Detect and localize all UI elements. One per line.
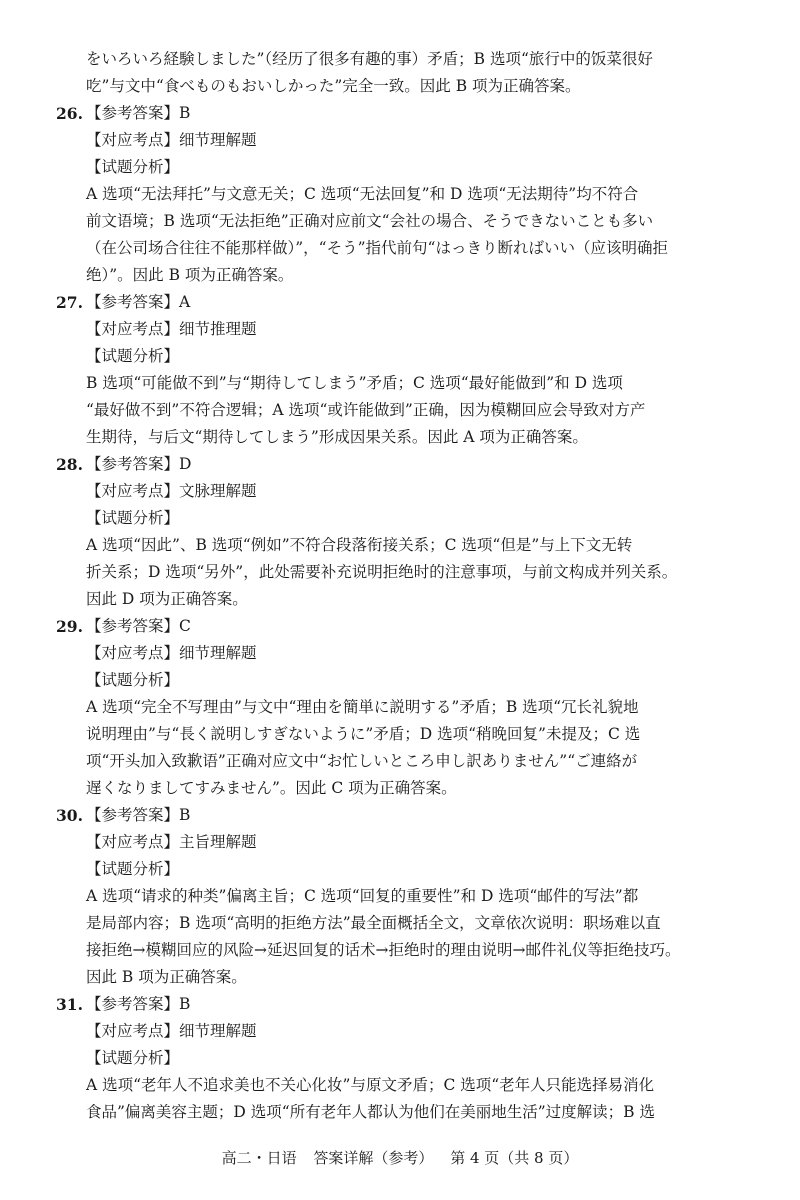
- analysis-line: 说明理由”与“長く説明しすぎないように”矛盾；D 选项“稍晚回复”未提及；C 选: [86, 725, 641, 743]
- analysis-line: （在公司场合往往不能那样做）”，“そう”指代前句“はっきり断ればいい（应该明确拒: [86, 239, 668, 257]
- analysis-line: 遅くなりましてすみません”。因此 C 项为正确答案。: [86, 779, 457, 797]
- answer-label: 【参考答案】B: [86, 104, 191, 122]
- question-item-26: [56, 100, 746, 289]
- analysis-line: 因此 D 项为正确答案。: [86, 590, 248, 608]
- analysis-line: A 选项“因此”、B 选项“例如”不符合段落衔接关系；C 选项“但是”与上下文无转: [86, 536, 633, 554]
- analysis-line: 项“开头加入致歉语”正确对应文中“お忙しいところ申し訳ありません”“ご連絡が: [86, 752, 638, 770]
- analysis-line: 因此 B 项为正确答案。: [86, 968, 247, 986]
- footer-doc-title: 答案详解（参考）: [313, 1149, 434, 1167]
- footer-course: 高二・日语: [221, 1149, 297, 1167]
- exam-point: 【对应考点】细节理解题: [86, 1022, 257, 1040]
- analysis-line: 折关系；D 选项“另外”，此处需要补充说明拒绝时的注意事项，与前文构成并列关系。: [86, 563, 678, 581]
- intro-line: をいろいろ経験しました”（经历了很多有趣的事）矛盾；B 选项“旅行中的饭菜很好: [86, 50, 653, 68]
- question-item-31: [56, 991, 746, 1126]
- analysis-line: A 选项“完全不写理由”与文中“理由を簡単に説明する”矛盾；B 选项“冗长礼貌地: [86, 698, 639, 716]
- answer-label: 【参考答案】C: [86, 617, 191, 635]
- analysis-line: 是局部内容；B 选项“高明的拒绝方法”最全面概括全文，文章依次说明：职场难以直: [86, 914, 661, 932]
- answer-label: 【参考答案】D: [86, 455, 192, 473]
- question-item-27: [56, 289, 746, 451]
- question-item-30: [56, 802, 746, 991]
- answer-label: 【参考答案】B: [86, 995, 191, 1013]
- page-content: [56, 46, 746, 1126]
- analysis-line: “最好做不到”不符合逻辑；A 选项“或许能做到”正确，因为模糊回应会导致对方产: [86, 401, 646, 419]
- analysis-heading: 【试题分析】: [86, 347, 180, 365]
- question-number: 26.: [56, 104, 83, 123]
- footer-page-number: 第 4 页（共 8 页）: [450, 1149, 579, 1167]
- page-footer: [0, 1147, 800, 1169]
- analysis-heading: 【试题分析】: [86, 860, 180, 878]
- exam-point: 【对应考点】文脉理解题: [86, 482, 257, 500]
- exam-point: 【对应考点】细节理解题: [86, 131, 257, 149]
- intro-line: 吃”与文中“食べものもおいしかった”完全一致。因此 B 项为正确答案。: [86, 77, 581, 95]
- exam-point: 【对应考点】细节理解题: [86, 644, 257, 662]
- question-number: 31.: [56, 995, 83, 1014]
- answer-label: 【参考答案】A: [86, 293, 191, 311]
- analysis-line: A 选项“请求的种类”偏离主旨；C 选项“回复的重要性”和 D 选项“邮件的写法”都: [86, 887, 639, 905]
- analysis-line: 生期待，与后文“期待してしまう”形成因果关系。因此 A 项为正确答案。: [86, 428, 588, 446]
- question-item-28: [56, 451, 746, 613]
- analysis-heading: 【试题分析】: [86, 509, 180, 527]
- analysis-heading: 【试题分析】: [86, 671, 180, 689]
- question-number: 30.: [56, 806, 83, 825]
- analysis-line: 绝）”。因此 B 项为正确答案。: [86, 266, 294, 284]
- exam-point: 【对应考点】细节推理题: [86, 320, 257, 338]
- question-item-29: [56, 613, 746, 802]
- question-number: 27.: [56, 293, 83, 312]
- question-number: 29.: [56, 617, 83, 636]
- intro-paragraph: [56, 46, 746, 100]
- analysis-line: 接拒绝→模糊回应的风险→延迟回复的话术→拒绝时的理由说明→邮件礼仪等拒绝技巧。: [86, 941, 681, 959]
- question-number: 28.: [56, 455, 83, 474]
- analysis-line: A 选项“老年人不追求美也不关心化妆”与原文矛盾；C 选项“老年人只能选择易消化: [86, 1076, 655, 1094]
- answer-label: 【参考答案】B: [86, 806, 191, 824]
- analysis-heading: 【试题分析】: [86, 158, 180, 176]
- analysis-line: B 选项“可能做不到”与“期待してしまう”矛盾；C 选项“最好能做到”和 D 选项: [86, 374, 623, 392]
- analysis-line: A 选项“无法拜托”与文意无关；C 选项“无法回复”和 D 选项“无法期待”均不符合: [86, 185, 639, 203]
- exam-point: 【对应考点】主旨理解题: [86, 833, 257, 851]
- analysis-heading: 【试题分析】: [86, 1049, 180, 1067]
- analysis-line: 前文语境；B 选项“无法拒绝”正确对应前文“会社の場合、そうできないことも多い: [86, 212, 654, 230]
- analysis-line: 食品”偏离美容主题；D 选项“所有老年人都认为他们在美丽地生活”过度解读；B 选: [86, 1103, 655, 1121]
